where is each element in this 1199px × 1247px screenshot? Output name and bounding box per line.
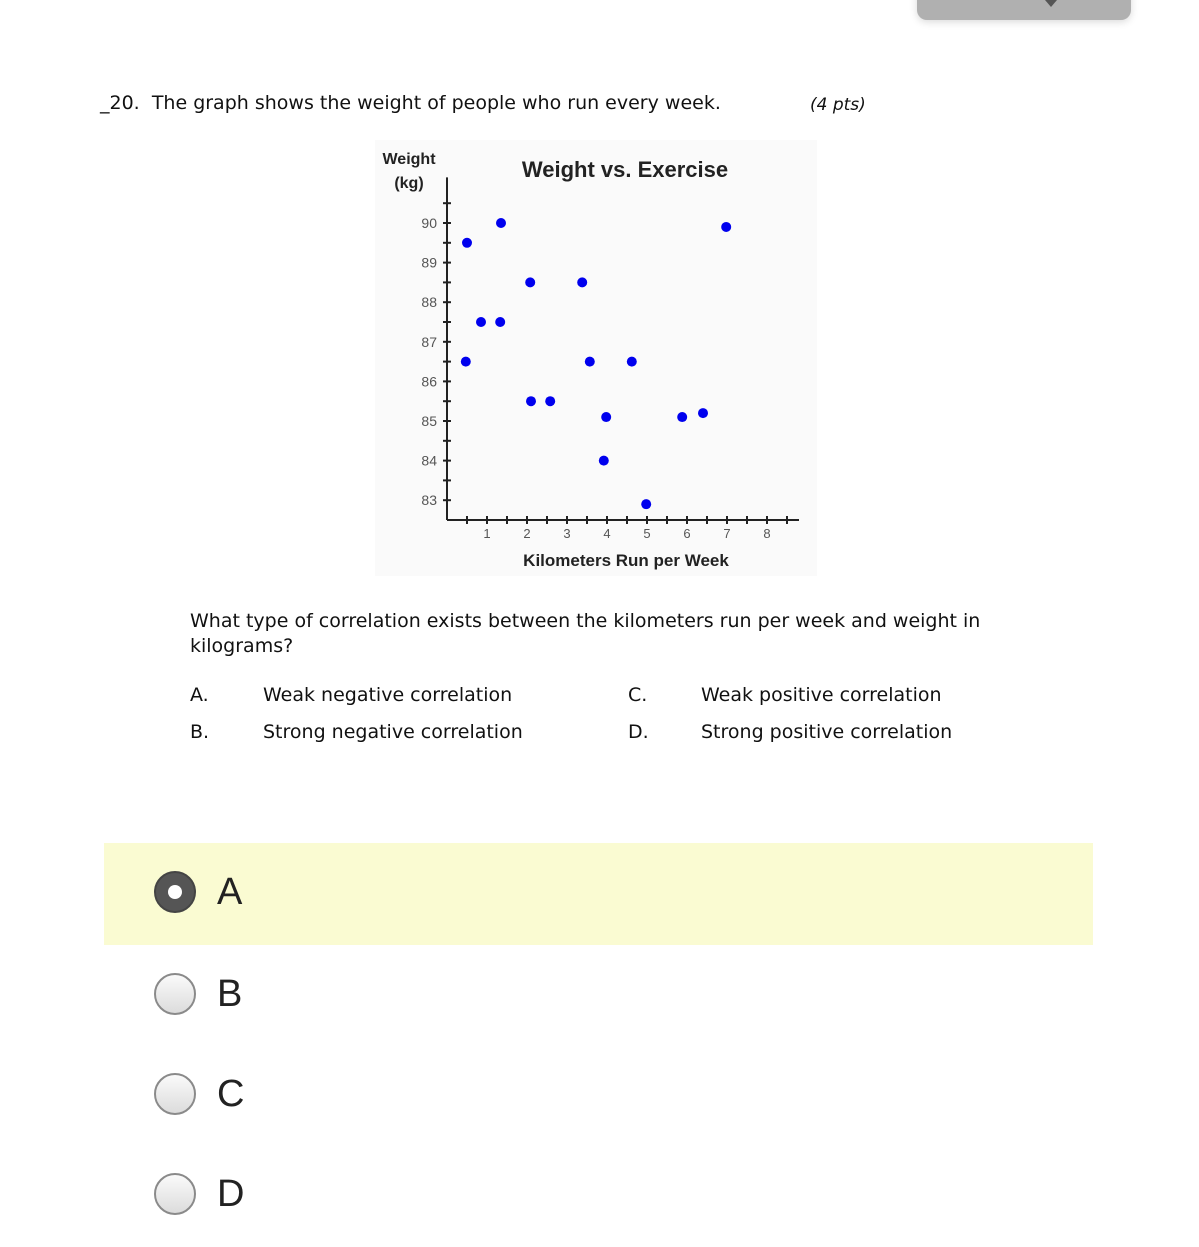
data-point xyxy=(577,277,587,287)
question-text: _20. The graph shows the weight of people who run every week. xyxy=(100,92,721,114)
radio-icon[interactable] xyxy=(154,1073,196,1115)
data-point xyxy=(721,222,731,232)
choice-a-letter: A. xyxy=(190,684,209,706)
x-tick-label: 5 xyxy=(643,526,651,541)
choice-a-text: Weak negative correlation xyxy=(263,684,513,706)
y-tick-label: 86 xyxy=(421,373,437,390)
chart-background xyxy=(375,140,817,576)
data-point xyxy=(495,317,505,327)
x-tick-label: 8 xyxy=(763,526,771,541)
y-tick-label: 90 xyxy=(421,215,437,231)
data-point xyxy=(476,317,486,327)
x-tick-label: 6 xyxy=(683,526,691,541)
answer-option-b[interactable]: B xyxy=(104,945,1093,1047)
choice-d-text: Strong positive correlation xyxy=(701,721,953,743)
top-menu-button[interactable] xyxy=(917,0,1131,20)
data-point xyxy=(601,412,611,422)
y-tick-label: 89 xyxy=(421,254,437,271)
x-tick-label: 2 xyxy=(523,526,531,541)
scatter-chart xyxy=(375,140,817,576)
x-tick-label: 4 xyxy=(603,526,611,541)
x-axis-label: Kilometers Run per Week xyxy=(523,551,729,570)
y-axis-label: (kg) xyxy=(394,175,424,192)
caret-down-icon xyxy=(1045,0,1057,7)
y-axis-label: Weight xyxy=(382,151,436,168)
data-point xyxy=(698,408,708,418)
data-point xyxy=(496,218,506,228)
y-tick-label: 83 xyxy=(421,492,437,509)
answer-option-c[interactable]: C xyxy=(104,1045,1093,1147)
data-point xyxy=(462,238,472,248)
data-point xyxy=(545,396,555,406)
y-tick-label: 84 xyxy=(421,452,437,469)
data-point xyxy=(585,357,595,367)
data-point xyxy=(627,357,637,367)
data-point xyxy=(525,277,535,287)
radio-icon[interactable] xyxy=(154,1173,196,1215)
data-point xyxy=(599,456,609,466)
y-tick-label: 85 xyxy=(421,413,437,429)
answer-option-d[interactable]: D xyxy=(104,1145,1093,1247)
data-point xyxy=(677,412,687,422)
data-point xyxy=(641,499,651,509)
question-prompt: What type of correlation exists between the kilometers run per week and weight in kilograms? xyxy=(190,610,981,657)
y-tick-label: 87 xyxy=(421,333,437,350)
radio-selected-icon[interactable] xyxy=(154,871,196,913)
x-tick-label: 7 xyxy=(723,526,731,541)
radio-icon[interactable] xyxy=(154,973,196,1015)
data-point xyxy=(526,396,536,406)
choice-d-letter: D. xyxy=(628,721,649,743)
choice-c-letter: C. xyxy=(628,684,648,706)
chart-title: Weight vs. Exercise xyxy=(521,157,729,182)
x-tick-label: 3 xyxy=(563,526,571,541)
choice-b-text: Strong negative correlation xyxy=(263,721,523,743)
x-tick-label: 1 xyxy=(483,526,491,541)
choice-b-letter: B. xyxy=(190,721,210,743)
choice-c-text: Weak positive correlation xyxy=(701,684,942,706)
y-tick-label: 88 xyxy=(421,294,437,311)
answer-option-a[interactable]: A xyxy=(104,843,1093,945)
question-points: (4 pts) xyxy=(810,95,866,115)
data-point xyxy=(461,357,471,367)
